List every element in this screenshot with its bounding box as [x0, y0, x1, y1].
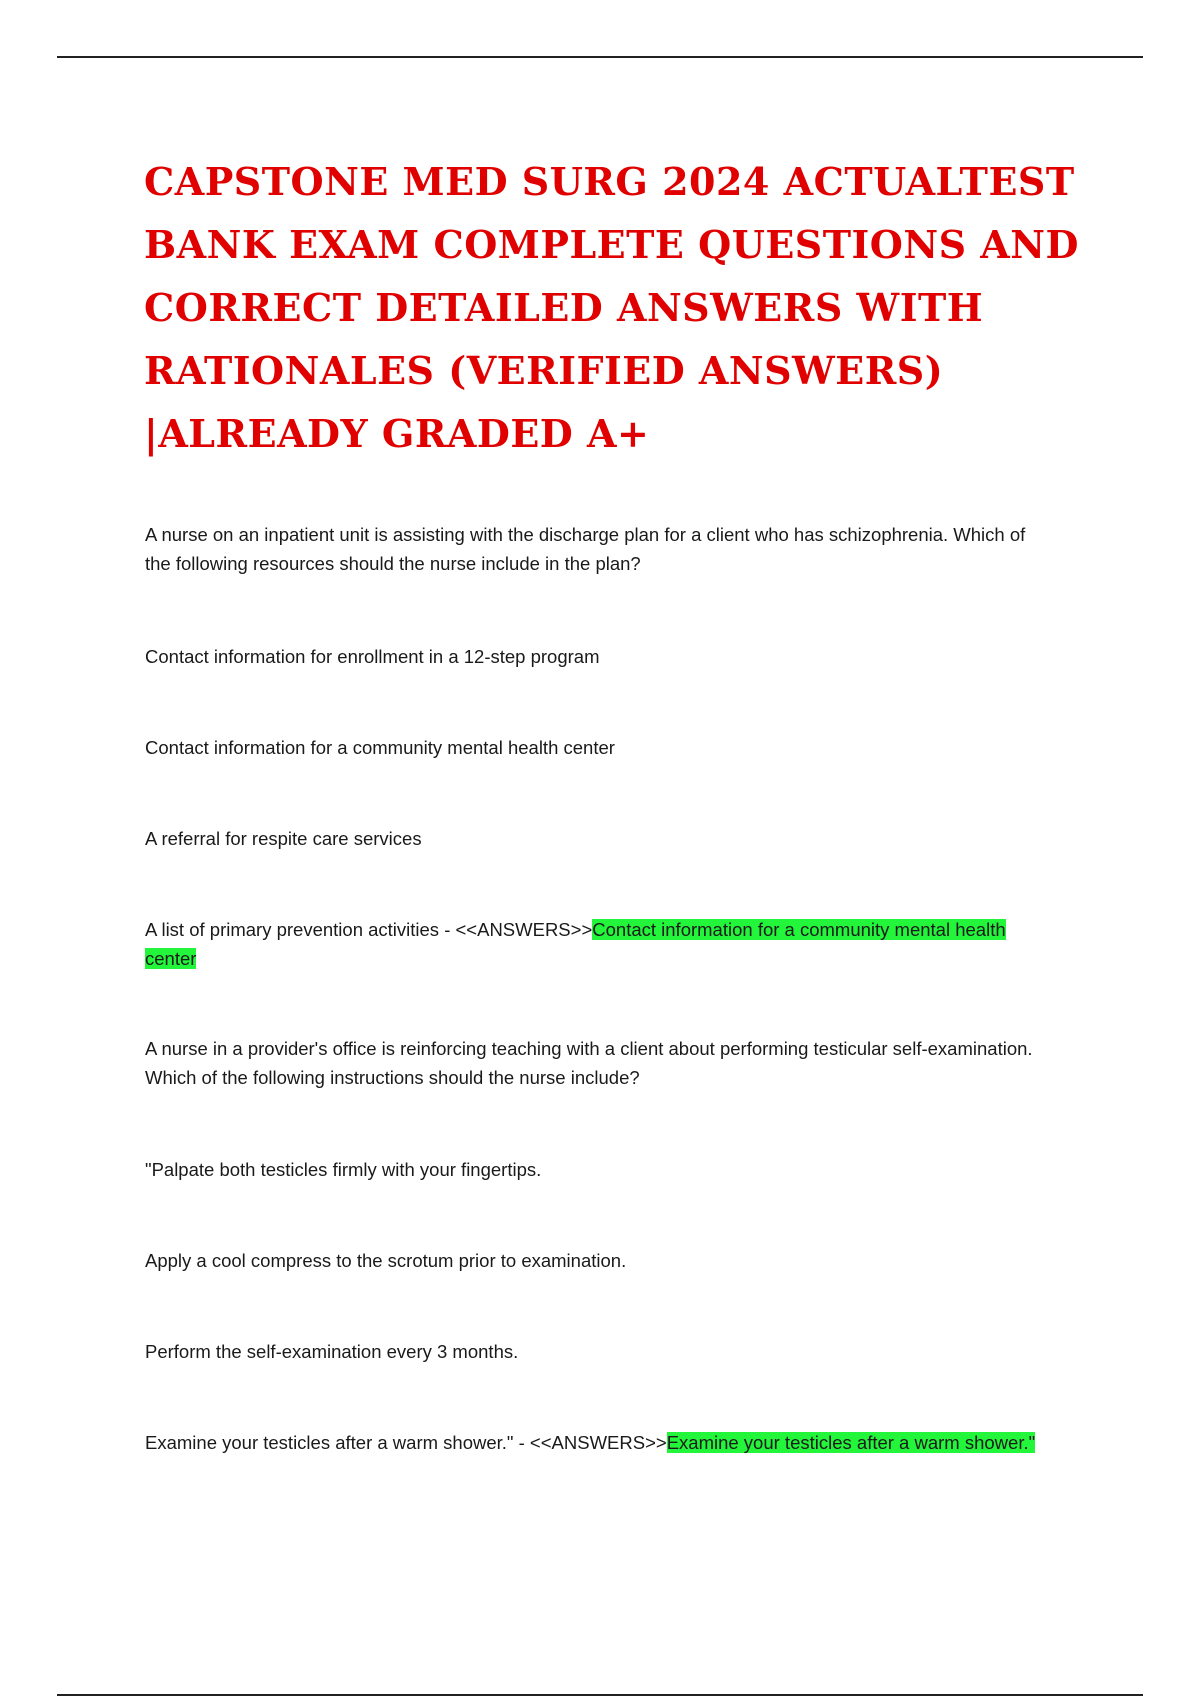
q1-stem: A nurse on an inpatient unit is assisting with the discharge plan for a client who has schizophrenia. Which of the following resources should the nurse include in the plan?: [145, 524, 1026, 574]
title-line-1: CAPSTONE MED SURG 2024 ACTUALTEST: [144, 159, 1075, 204]
document-title: [144, 150, 1144, 465]
q1-option-1: Contact information for enrollment in a 12-step program: [145, 646, 600, 667]
q1-answer-highlight: Contact information for a community mental health center: [145, 919, 1006, 969]
top-rule: [57, 56, 1143, 58]
q2-option-3: Perform the self-examination every 3 months.: [145, 1341, 519, 1362]
q2-option-1: "Palpate both testicles firmly with your fingertips.: [145, 1159, 542, 1180]
q1-option-4-with-answer: [145, 915, 1045, 973]
q1-option-2: Contact information for a community mental health center: [145, 737, 615, 758]
title-line-3: CORRECT DETAILED ANSWERS WITH: [144, 285, 984, 330]
title-line-2: BANK EXAM COMPLETE QUESTIONS AND: [144, 222, 1079, 267]
q1-option-4: A list of primary prevention activities - <<ANSWERS>>: [145, 919, 593, 940]
title-line-5: |ALREADY GRADED A+: [144, 411, 650, 456]
q2-option-2: Apply a cool compress to the scrotum prior to examination.: [145, 1250, 627, 1271]
bottom-rule: [57, 1694, 1143, 1696]
q2-answer-highlight: Examine your testicles after a warm shower.": [666, 1432, 1036, 1453]
q2-option-4-with-answer: [145, 1428, 1045, 1457]
title-line-4: RATIONALES (VERIFIED ANSWERS): [144, 348, 944, 393]
q2-stem: A nurse in a provider's office is reinforcing teaching with a client about performing testicular self-examination. Which of the following instructions should the nurse include?: [145, 1038, 1033, 1088]
q2-option-4: Examine your testicles after a warm shower." - <<ANSWERS>>: [145, 1432, 667, 1453]
q1-option-3: A referral for respite care services: [145, 828, 422, 849]
